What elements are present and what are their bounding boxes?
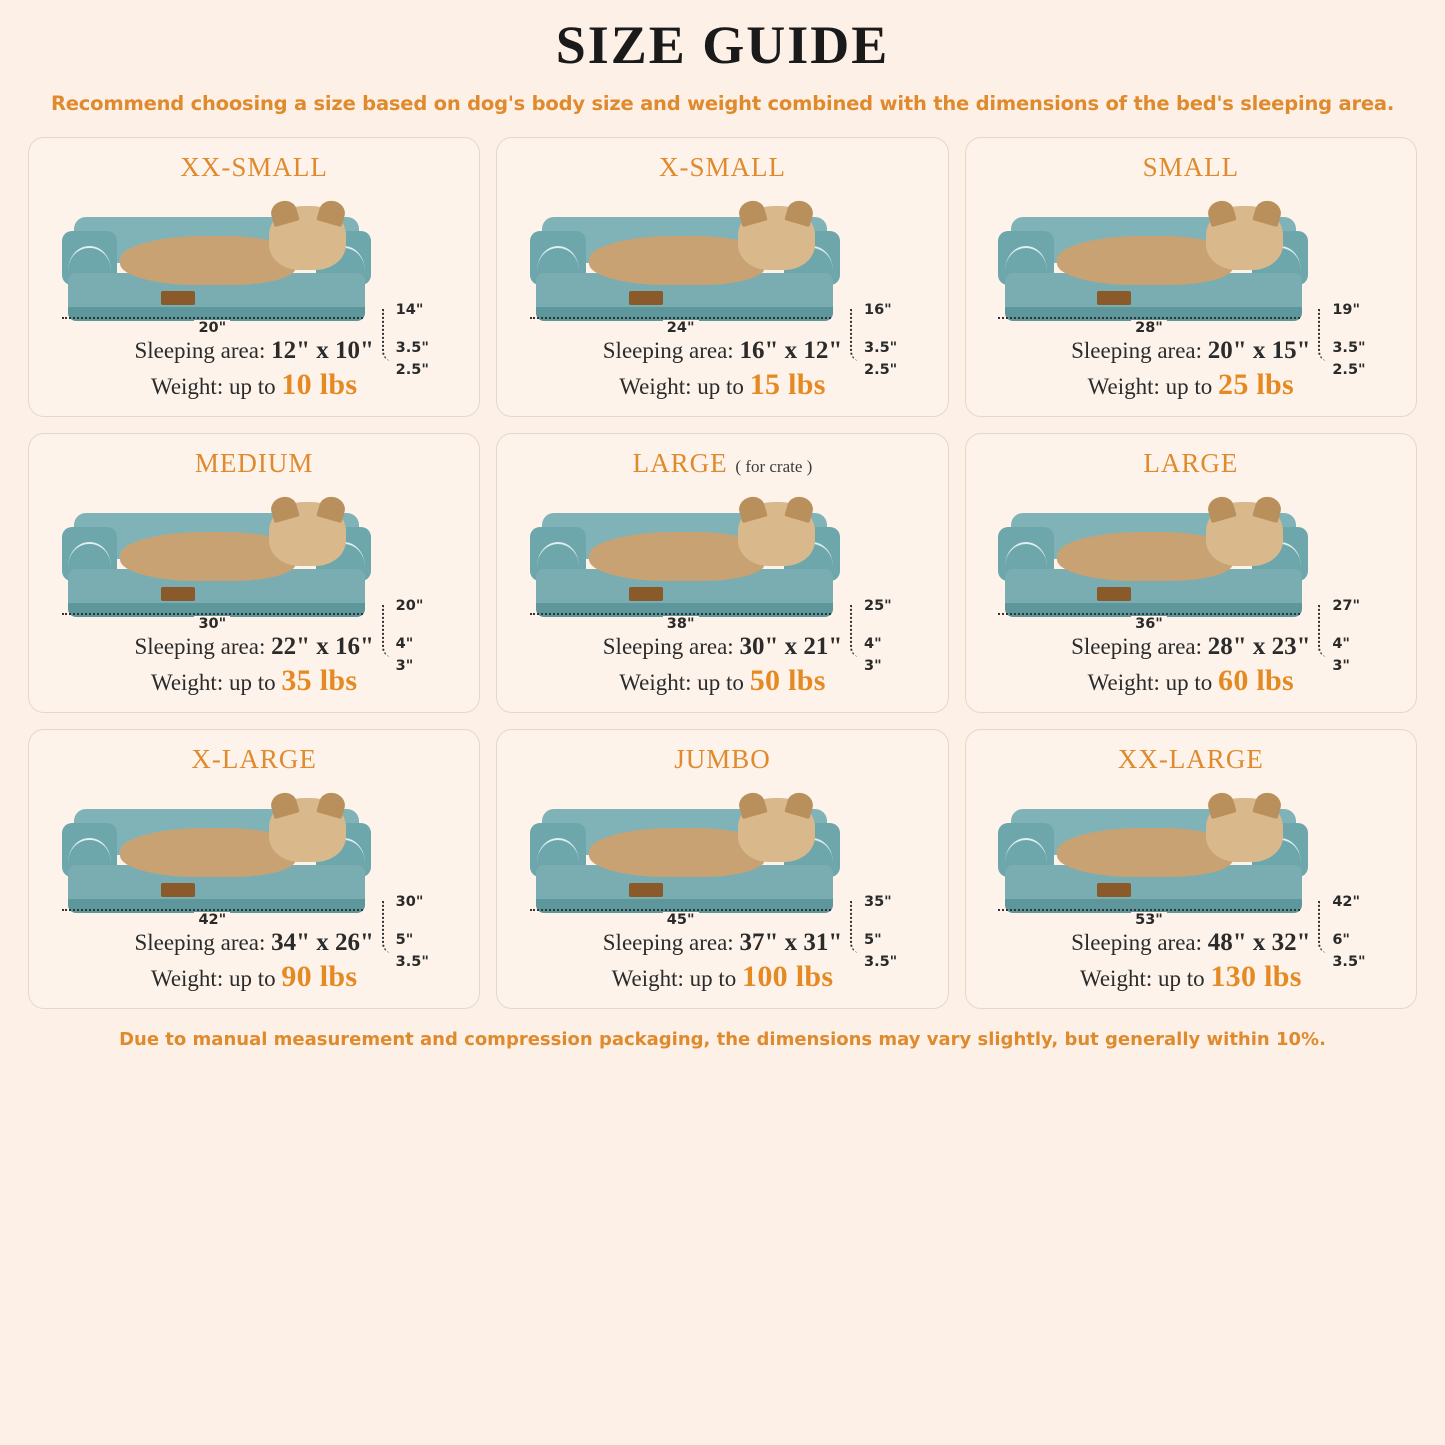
- dimension-mattress: 3.5": [395, 340, 429, 356]
- card-title: [39, 448, 469, 479]
- size-card: [28, 137, 480, 417]
- dimension-base: 2.5": [864, 362, 898, 378]
- weight-label: Weight: up to: [619, 374, 744, 399]
- dimension-base: 3": [1332, 658, 1350, 674]
- dimension-base: 3": [864, 658, 882, 674]
- brand-tag: [1097, 883, 1131, 897]
- weight-value: 10 lbs: [281, 368, 358, 401]
- dimension-leader-line: [850, 605, 862, 657]
- sleeping-area-value: 20" x 15": [1207, 337, 1311, 364]
- width-dimension-line: [998, 317, 1299, 337]
- dog-photo-labrador: [589, 793, 815, 877]
- sleeping-area-label: Sleeping area:: [134, 338, 266, 363]
- width-dimension-line: [530, 909, 831, 929]
- card-size-name: XX-SMALL: [180, 152, 328, 182]
- card-size-name: SMALL: [1142, 152, 1240, 182]
- weight-label: Weight: up to: [1079, 966, 1205, 991]
- card-size-name: XX-LARGE: [1117, 744, 1264, 774]
- weight-label: Weight: up to: [619, 670, 744, 695]
- dimension-width: 24": [663, 320, 699, 336]
- dog-photo-shih-tzu: [589, 201, 815, 285]
- dog-left-ear: [268, 494, 299, 523]
- dimension-leader-line: [850, 901, 862, 953]
- dog-head: [269, 502, 346, 566]
- sleeping-area-label: Sleeping area:: [1071, 338, 1203, 363]
- dog-head: [1206, 502, 1283, 566]
- dimension-depth: 25": [864, 598, 892, 614]
- weight-label: Weight: up to: [611, 966, 737, 991]
- dog-right-ear: [316, 198, 347, 227]
- sleeping-area-label: Sleeping area:: [1071, 930, 1203, 955]
- weight-value: 35 lbs: [281, 664, 358, 697]
- dimension-base: 2.5": [1332, 362, 1366, 378]
- dimension-leader-line: [1318, 605, 1330, 657]
- dog-right-ear: [1253, 198, 1284, 227]
- card-size-name: LARGE: [632, 448, 728, 478]
- dog-right-ear: [316, 790, 347, 819]
- card-size-name: X-LARGE: [191, 744, 317, 774]
- dog-right-ear: [1253, 790, 1284, 819]
- dog-photo-rottweiler-and-chihuahua: [1057, 793, 1283, 877]
- brand-tag: [629, 587, 663, 601]
- weight-label: Weight: up to: [150, 374, 276, 399]
- size-card: [28, 729, 480, 1009]
- dimension-depth: 42": [1332, 894, 1361, 910]
- page-title: SIZE GUIDE: [555, 15, 890, 75]
- sleeping-area-label: Sleeping area:: [602, 634, 734, 659]
- brand-tag: [161, 291, 195, 305]
- dimension-leader-line: [382, 309, 394, 361]
- weight-label: Weight: up to: [150, 670, 276, 695]
- size-card: [496, 729, 948, 1009]
- dog-left-ear: [1205, 494, 1236, 523]
- dog-head: [269, 206, 346, 270]
- size-card: [965, 433, 1417, 713]
- sleeping-area-label: Sleeping area:: [602, 338, 734, 363]
- card-title: [39, 744, 469, 775]
- width-dimension-line: [62, 317, 363, 337]
- weight-value: 60 lbs: [1218, 664, 1295, 697]
- footer-note: Due to manual measurement and compression packaging, the dimensions may vary slightly, but generally within 10%.: [119, 1029, 1326, 1050]
- dog-left-ear: [268, 790, 299, 819]
- dimension-base: 3.5": [1332, 954, 1366, 970]
- page-subtitle: Recommend choosing a size based on dog's body size and weight combined with the dimensions of the bed's sleeping area.: [50, 92, 1395, 115]
- dimension-depth: 27": [1332, 598, 1361, 614]
- weight-value: 130 lbs: [1210, 960, 1302, 993]
- sleeping-area-label: Sleeping area:: [134, 634, 266, 659]
- size-card: [965, 729, 1417, 1009]
- sleeping-area-label: Sleeping area:: [602, 930, 734, 955]
- card-title: [976, 448, 1406, 479]
- dimension-width: 30": [194, 616, 230, 632]
- sleeping-area-value: 37" x 31": [739, 929, 843, 956]
- dimension-mattress: 6": [1332, 932, 1350, 948]
- dimension-base: 3": [395, 658, 414, 674]
- card-title: [976, 744, 1406, 775]
- dimension-leader-line: [382, 605, 394, 657]
- width-dimension-line: [530, 613, 831, 633]
- dog-right-ear: [784, 494, 815, 523]
- card-size-name: X-SMALL: [658, 152, 786, 182]
- dimension-depth: 14": [395, 302, 424, 318]
- dimension-base: 3.5": [864, 954, 898, 970]
- dimension-mattress: 5": [395, 932, 414, 948]
- dog-head: [1206, 206, 1283, 270]
- card-title: [39, 152, 469, 183]
- weight-label: Weight: up to: [1087, 670, 1213, 695]
- width-dimension-line: [998, 613, 1299, 633]
- sleeping-area-value: 16" x 12": [739, 337, 843, 364]
- brand-tag: [1097, 587, 1131, 601]
- card-title: [507, 152, 937, 183]
- weight-value: 25 lbs: [1218, 368, 1295, 401]
- sleeping-area-label: Sleeping area:: [1071, 634, 1203, 659]
- dimension-base: 2.5": [395, 362, 429, 378]
- width-dimension-line: [998, 909, 1299, 929]
- width-dimension-line: [530, 317, 831, 337]
- sleeping-area-value: 28" x 23": [1207, 633, 1311, 660]
- brand-tag: [629, 291, 663, 305]
- sleeping-area-value: 34" x 26": [271, 929, 374, 956]
- dog-left-ear: [737, 494, 768, 523]
- dog-head: [738, 798, 815, 862]
- width-dimension-line: [62, 613, 363, 633]
- dog-photo-cat: [120, 201, 346, 285]
- dimension-width: 36": [1131, 616, 1167, 632]
- dimension-leader-line: [850, 309, 862, 361]
- dimension-width: 38": [663, 616, 699, 632]
- dog-left-ear: [268, 198, 299, 227]
- dog-photo-french-bulldog: [1057, 201, 1283, 285]
- dimension-depth: 35": [864, 894, 892, 910]
- dimension-depth: 16": [864, 302, 892, 318]
- card-size-name: MEDIUM: [194, 448, 314, 478]
- card-title: [507, 744, 937, 775]
- card-size-name: LARGE: [1143, 448, 1239, 478]
- size-card: [496, 433, 948, 713]
- dog-head: [269, 798, 346, 862]
- dog-photo-shiba-inu: [589, 497, 815, 581]
- card-title: [507, 448, 937, 479]
- dimension-width: 20": [194, 320, 230, 336]
- dimension-width: 42": [194, 912, 230, 928]
- dimension-width: 53": [1131, 912, 1167, 928]
- dog-right-ear: [1253, 494, 1284, 523]
- dimension-depth: 30": [395, 894, 424, 910]
- sleeping-area-value: 30" x 21": [739, 633, 843, 660]
- dimension-leader-line: [382, 901, 394, 953]
- brand-tag: [161, 883, 195, 897]
- weight-value: 100 lbs: [742, 960, 834, 993]
- dog-photo-golden-retriever: [120, 793, 346, 877]
- sleeping-area-label: Sleeping area:: [134, 930, 266, 955]
- card-title: [976, 152, 1406, 183]
- weight-value: 15 lbs: [749, 368, 826, 401]
- dimension-mattress: 4": [1332, 636, 1350, 652]
- dimension-width: 45": [663, 912, 699, 928]
- dimension-mattress: 5": [864, 932, 882, 948]
- dimension-base: 3.5": [395, 954, 429, 970]
- dog-head: [1206, 798, 1283, 862]
- weight-value: 50 lbs: [749, 664, 826, 697]
- dimension-mattress: 4": [864, 636, 882, 652]
- dimension-depth: 19": [1332, 302, 1361, 318]
- dog-right-ear: [784, 790, 815, 819]
- dog-head: [738, 206, 815, 270]
- brand-tag: [161, 587, 195, 601]
- dog-head: [738, 502, 815, 566]
- dimension-mattress: 3.5": [1332, 340, 1366, 356]
- size-card: [496, 137, 948, 417]
- dimension-mattress: 4": [395, 636, 414, 652]
- dog-right-ear: [784, 198, 815, 227]
- dog-left-ear: [737, 790, 768, 819]
- weight-label: Weight: up to: [1087, 374, 1213, 399]
- dog-photo-australian-shepherd: [1057, 497, 1283, 581]
- dog-right-ear: [316, 494, 347, 523]
- brand-tag: [1097, 291, 1131, 305]
- dog-left-ear: [737, 198, 768, 227]
- size-card: [965, 137, 1417, 417]
- dog-left-ear: [1205, 790, 1236, 819]
- dog-photo-corgi: [120, 497, 346, 581]
- weight-label: Weight: up to: [150, 966, 276, 991]
- dimension-width: 28": [1131, 320, 1167, 336]
- card-size-name: JUMBO: [674, 744, 771, 774]
- sleeping-area-value: 12" x 10": [271, 337, 374, 364]
- brand-tag: [629, 883, 663, 897]
- size-card-grid: [28, 137, 1417, 1009]
- dog-left-ear: [1205, 198, 1236, 227]
- dimension-depth: 20": [395, 598, 424, 614]
- width-dimension-line: [62, 909, 363, 929]
- weight-value: 90 lbs: [281, 960, 358, 993]
- size-card: [28, 433, 480, 713]
- dimension-leader-line: [1318, 901, 1330, 953]
- card-size-note: ( for crate ): [735, 457, 813, 476]
- dimension-leader-line: [1318, 309, 1330, 361]
- sleeping-area-value: 48" x 32": [1207, 929, 1311, 956]
- sleeping-area-value: 22" x 16": [271, 633, 374, 660]
- dimension-mattress: 3.5": [864, 340, 898, 356]
